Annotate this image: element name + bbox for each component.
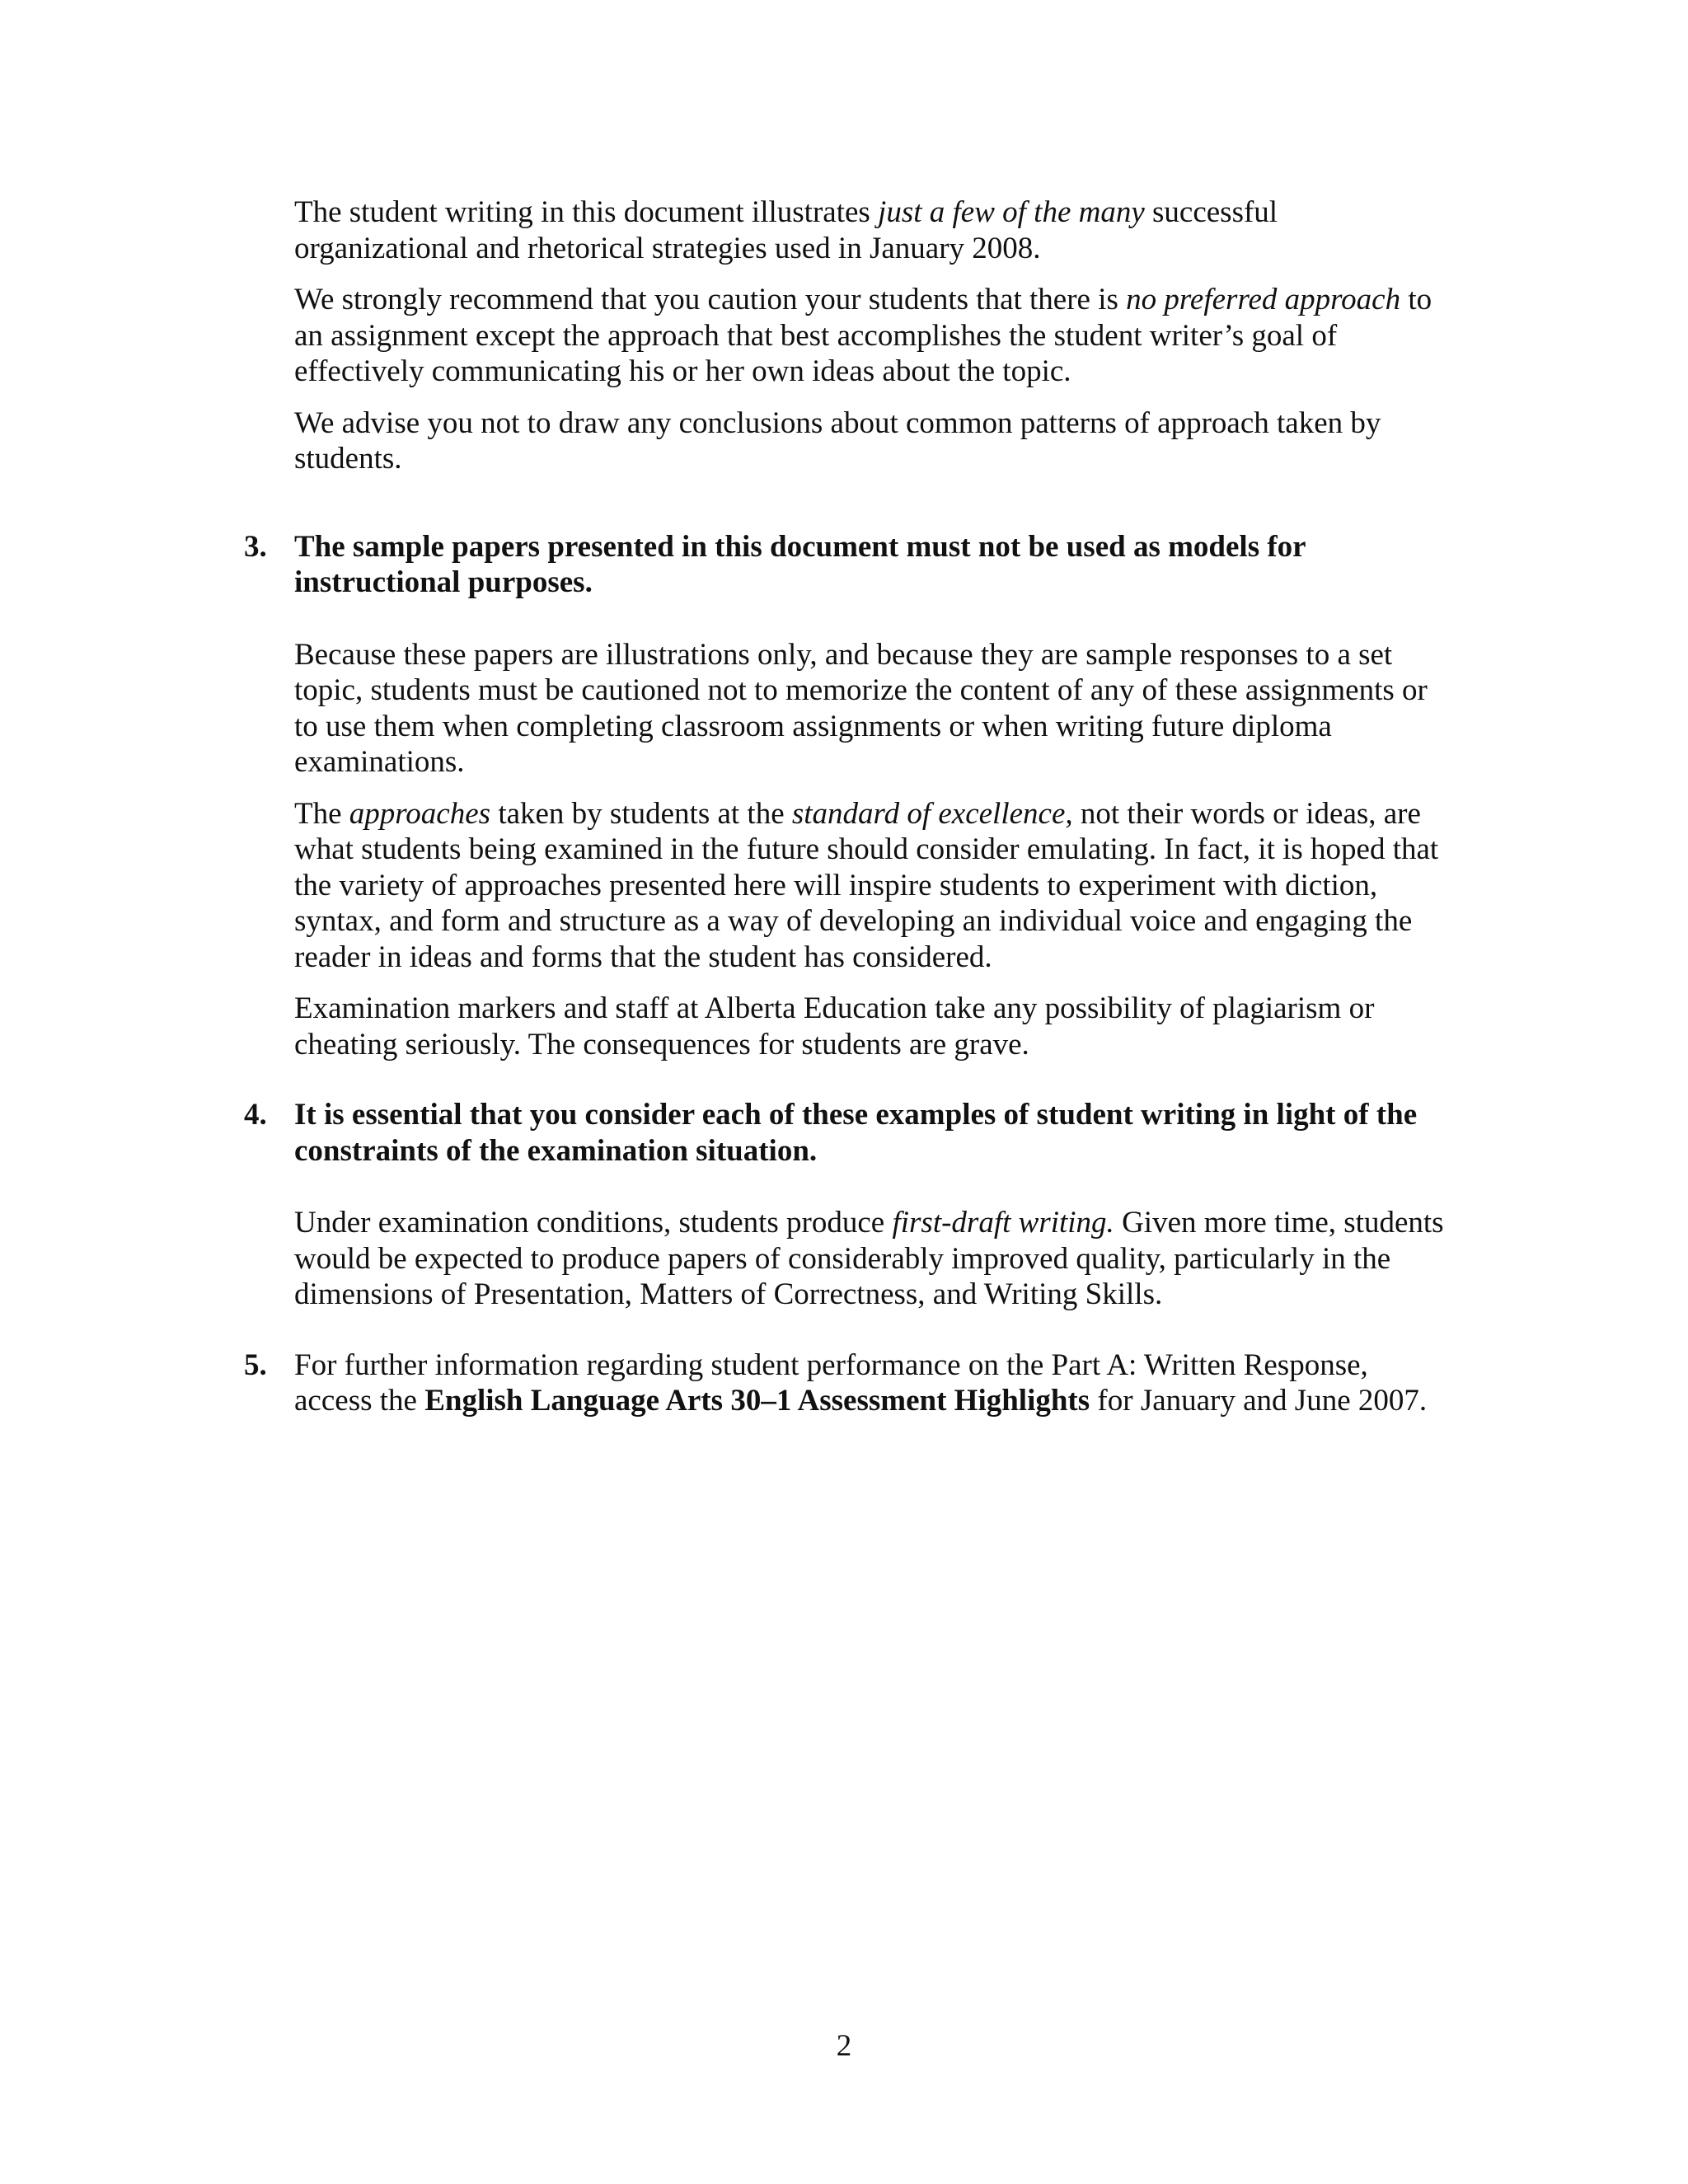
section-3-paragraph-1: Because these papers are illustrations only, and because they are sample responses to a set topic, students must be cautioned not to memorize the content of any of these assignments or to use them when completing classroom assignments or when writing future diploma examinations. [294,637,1428,779]
italic-phrase: first-draft writing. [892,1206,1114,1240]
italic-phrase: just a few of the many [878,195,1145,229]
text-run: Given more time, students would be expected to produce papers of considerably improved quality, particularly in the dimensions of Presentation, Matters of Correctness, and Writing Skills. [294,1206,1444,1311]
section-5 [244,1347,1448,1419]
text-run: The student writing in this document illustrates [294,195,879,229]
page-content [244,194,1448,1419]
section-number: 4. [244,1098,267,1132]
section-number: 3. [244,529,267,564]
section-3 [244,529,1448,1063]
intro-paragraph-3: We advise you not to draw any conclusions about common patterns of approach taken by students. [294,405,1381,476]
intro-paragraph-2 [294,282,1448,390]
section-heading: The sample papers presented in this document must not be used as models for instructional purposes. [294,529,1306,599]
section-heading: It is essential that you consider each of these examples of student writing in light of the constraints of the examination situation. [294,1098,1418,1168]
text-run: For further information regarding student performance on the Part A: Written Response, access the [294,1347,1368,1418]
italic-phrase: approaches [349,796,491,831]
text-run: not their words or ideas, are what students being examined in the future should consider emulating. In fact, it is hoped that the variety of approaches presented here will inspire students to experiment with diction, syntax, and form and structure as a way of developing an individual voice and engaging the reader in ideas and forms that the student has considered. [294,796,1439,974]
italic-phrase: no preferred approach [1126,283,1401,316]
page-number: 2 [836,2029,852,2063]
section-4 [244,1097,1448,1313]
text-run: to an assignment except the approach that best accomplishes the student writer’s goal of effectively communicating his or her own ideas about the topic. [294,283,1432,388]
intro-paragraph-1 [294,194,1448,266]
text-run: successful organizational and rhetorical strategies used in January 2008. [294,195,1278,265]
section-number: 5. [244,1347,267,1382]
italic-phrase: standard of excellence, [791,796,1073,831]
section-3-paragraph-2 [294,796,1448,976]
text-run: Under examination conditions, students produce [294,1206,893,1240]
section-3-paragraph-3: Examination markers and staff at Alberta Education take any possibility of plagiarism or cheating seriously. The consequences for students are grave. [294,991,1375,1062]
bold-phrase: English Language Arts 30–1 Assessment Highlights [424,1384,1090,1418]
section-4-paragraph-1 [294,1205,1448,1313]
text-run: We strongly recommend that you caution your students that there is [294,283,1127,316]
section-5-paragraph [294,1347,1448,1419]
text-run: for January and June 2007. [1090,1384,1428,1418]
text-run: The [294,796,349,831]
text-run: taken by students at the [490,796,792,831]
